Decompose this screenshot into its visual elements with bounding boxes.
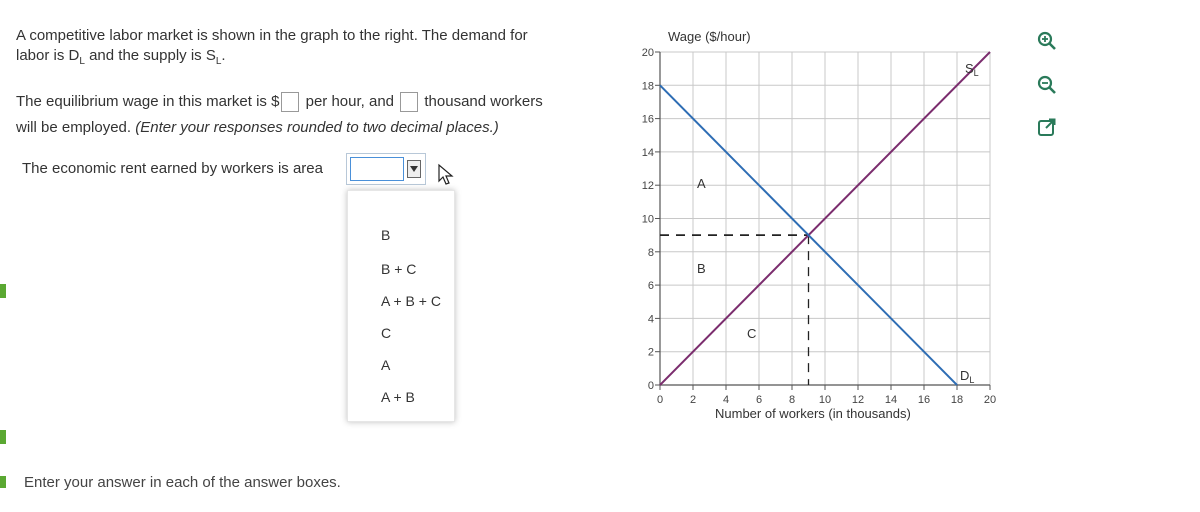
labor-market-graph bbox=[620, 20, 1010, 430]
x-tick-label: 6 bbox=[755, 394, 763, 406]
left-edge-marker bbox=[0, 430, 6, 444]
rent-question: The economic rent earned by workers is area bbox=[22, 160, 323, 177]
y-tick-label: 0 bbox=[647, 380, 654, 392]
y-tick-label: 8 bbox=[647, 246, 654, 259]
y-tick-label: 18 bbox=[641, 80, 654, 93]
x-tick-label: 2 bbox=[689, 394, 697, 406]
x-tick-label: 16 bbox=[917, 394, 931, 406]
equilibrium-question-line-2 bbox=[16, 119, 499, 136]
y-axis-label: Wage ($/hour) bbox=[668, 29, 751, 44]
supply-subscript: L bbox=[215, 56, 222, 67]
y-tick-label: 10 bbox=[641, 213, 654, 226]
rounding-instruction: (Enter your responses rounded to two decimal places.) bbox=[135, 119, 499, 136]
zoom-out-icon[interactable] bbox=[1036, 74, 1058, 96]
option-c[interactable]: C bbox=[381, 325, 392, 341]
intro-text: and the supply is S bbox=[84, 47, 216, 64]
y-tick-label: 14 bbox=[641, 146, 654, 159]
intro-text: labor is D bbox=[16, 47, 80, 64]
x-tick-label: 14 bbox=[884, 394, 898, 406]
left-edge-marker bbox=[0, 476, 6, 488]
option-a-plus-b[interactable]: A + B bbox=[381, 389, 415, 405]
zoom-in-icon[interactable] bbox=[1036, 30, 1058, 52]
eq-text: thousand workers bbox=[420, 92, 543, 110]
option-b[interactable]: B bbox=[381, 227, 391, 243]
wage-answer-box[interactable] bbox=[281, 92, 299, 112]
option-b-plus-c[interactable]: B + C bbox=[381, 261, 417, 277]
open-new-window-icon[interactable] bbox=[1036, 116, 1058, 138]
left-edge-marker bbox=[0, 284, 6, 298]
intro-line-1: A competitive labor market is shown in the graph to the right. The demand for bbox=[16, 27, 528, 44]
x-tick-label: 0 bbox=[656, 394, 664, 406]
option-a[interactable]: A bbox=[381, 357, 391, 373]
x-tick-label: 4 bbox=[722, 394, 730, 406]
equilibrium-question bbox=[16, 92, 543, 112]
area-b-label: B bbox=[697, 261, 706, 276]
eq-text: will be employed. bbox=[16, 119, 136, 136]
rent-area-options-menu bbox=[347, 190, 455, 422]
y-tick-label: 6 bbox=[647, 280, 654, 293]
supply-curve-label: $S_L$ bbox=[965, 61, 979, 78]
dropdown-value-field[interactable] bbox=[350, 157, 404, 181]
x-tick-label: 20 bbox=[983, 394, 997, 406]
x-tick-label: 12 bbox=[851, 394, 865, 406]
rent-area-dropdown[interactable] bbox=[346, 153, 426, 185]
footer-instruction: Enter your answer in each of the answer boxes. bbox=[24, 474, 341, 491]
x-tick-label: 8 bbox=[788, 394, 796, 406]
demand-subscript: L bbox=[79, 56, 85, 67]
option-a-plus-b-plus-c[interactable]: A + B + C bbox=[381, 293, 441, 309]
x-axis-label: Number of workers (in thousands) bbox=[715, 406, 911, 421]
workers-answer-box[interactable] bbox=[400, 92, 418, 112]
y-tick-label: 2 bbox=[647, 346, 654, 359]
y-tick-label: 20 bbox=[641, 47, 654, 59]
eq-text: per hour, and bbox=[301, 92, 399, 110]
y-tick-label: 16 bbox=[641, 113, 654, 126]
eq-text: The equilibrium wage in this market is $ bbox=[16, 92, 280, 110]
demand-curve-label: $D_L$ bbox=[960, 368, 975, 385]
y-tick-label: 4 bbox=[647, 313, 654, 326]
area-a-label: A bbox=[697, 176, 706, 191]
intro-line-2 bbox=[16, 47, 226, 67]
cursor-icon bbox=[437, 163, 455, 187]
x-tick-label: 18 bbox=[950, 394, 964, 406]
area-c-label: C bbox=[747, 326, 757, 341]
intro-text: . bbox=[221, 47, 226, 64]
y-tick-label: 12 bbox=[641, 180, 654, 193]
chevron-down-icon[interactable] bbox=[407, 160, 421, 178]
x-tick-label: 10 bbox=[818, 394, 832, 406]
